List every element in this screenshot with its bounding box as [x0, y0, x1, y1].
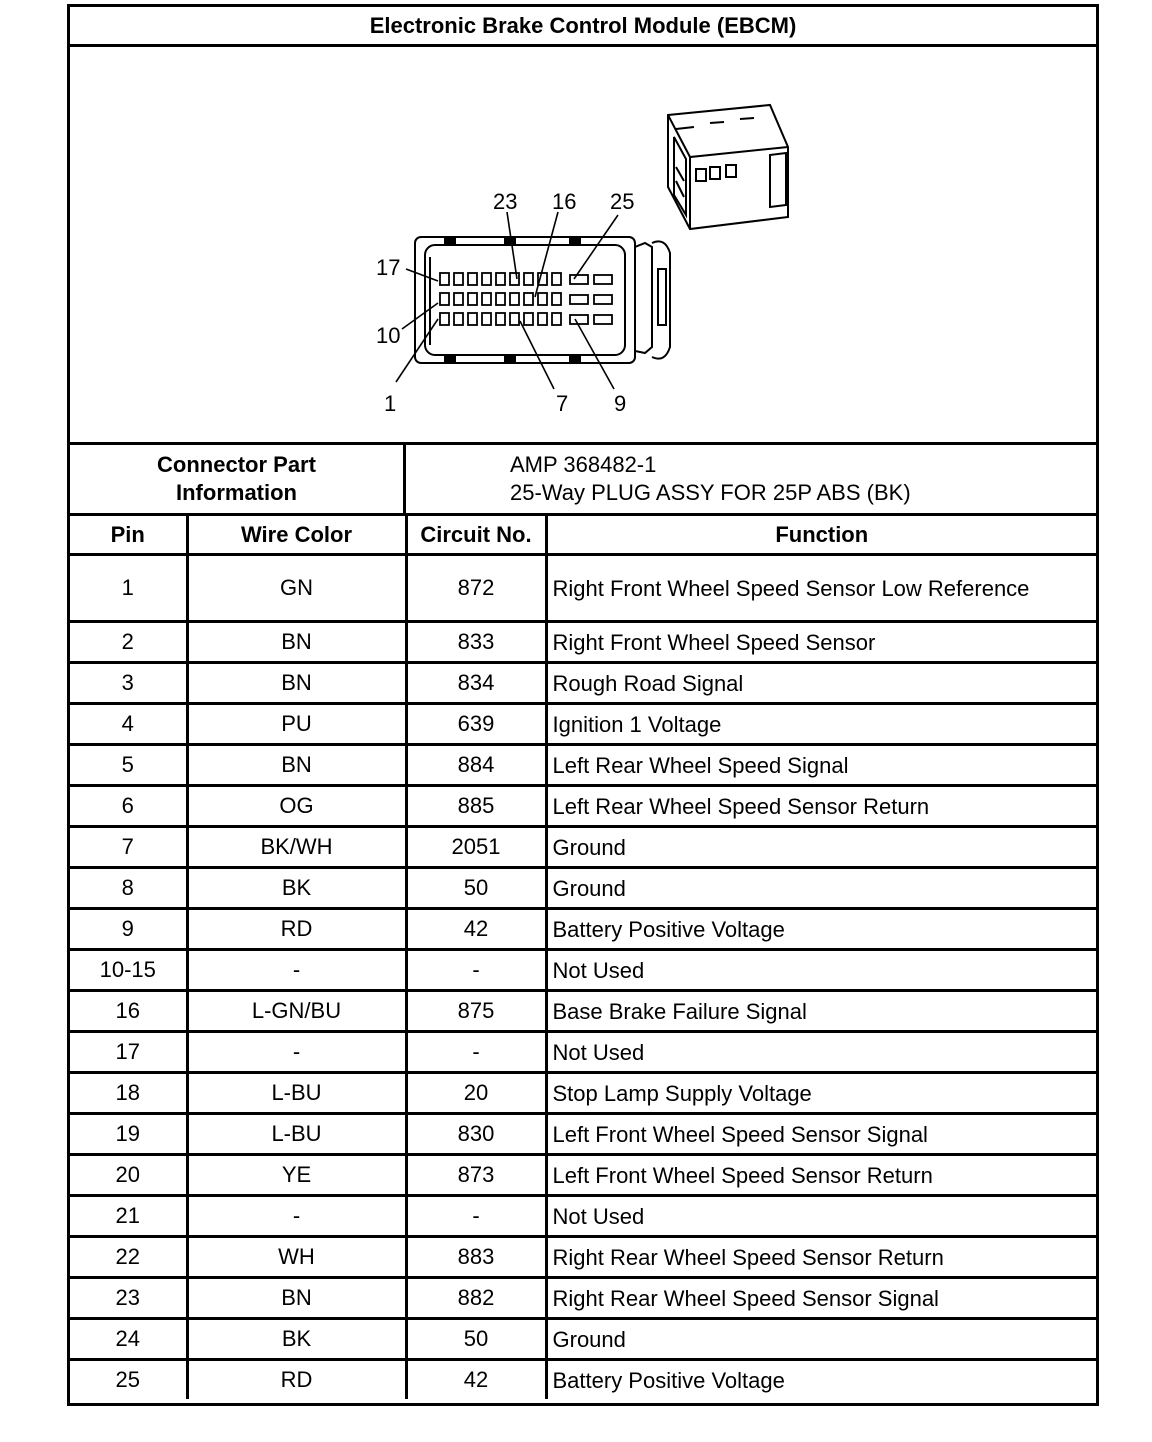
table-row — [70, 991, 1096, 1032]
table-row — [70, 1360, 1096, 1400]
page-title: Electronic Brake Control Module (EBCM) — [70, 7, 1096, 47]
circuit-cell: 875 — [406, 991, 546, 1032]
table-row — [70, 909, 1096, 950]
pin-cell: 7 — [70, 827, 187, 868]
circuit-cell: - — [406, 1032, 546, 1073]
pin-cavity — [482, 313, 491, 325]
wire-color-cell: L-GN/BU — [187, 991, 406, 1032]
circuit-cell: 639 — [406, 704, 546, 745]
pin-cell: 2 — [70, 622, 187, 663]
pin-cell: 16 — [70, 991, 187, 1032]
table-row — [70, 555, 1096, 622]
pin-cell: 4 — [70, 704, 187, 745]
table-row — [70, 1155, 1096, 1196]
circuit-cell: 2051 — [406, 827, 546, 868]
callout-16: 16 — [552, 189, 577, 214]
callout-1: 1 — [384, 391, 397, 416]
pinout-table — [70, 516, 1096, 1399]
table-row — [70, 745, 1096, 786]
pin-cavity — [468, 313, 477, 325]
pin-cell: 25 — [70, 1360, 187, 1400]
function-cell: Right Front Wheel Speed Sensor Low Reference — [546, 555, 1096, 622]
pin-cavity — [552, 273, 561, 285]
pin-cavity — [440, 273, 449, 285]
table-row — [70, 1319, 1096, 1360]
wire-color-cell: L-BU — [187, 1114, 406, 1155]
pin-cell: 24 — [70, 1319, 187, 1360]
wire-color-cell: WH — [187, 1237, 406, 1278]
table-row — [70, 868, 1096, 909]
pin-cavity-large — [570, 315, 588, 324]
circuit-cell: 830 — [406, 1114, 546, 1155]
pin-cavity — [482, 293, 491, 305]
wire-color-cell: OG — [187, 786, 406, 827]
pin-cavity — [524, 313, 533, 325]
pin-cavity — [496, 293, 505, 305]
table-row — [70, 704, 1096, 745]
function-cell: Battery Positive Voltage — [546, 1360, 1096, 1400]
header-circuit-no: Circuit No. — [406, 516, 546, 555]
pin-cavity — [510, 313, 519, 325]
header-function: Function — [546, 516, 1096, 555]
table-row — [70, 1278, 1096, 1319]
function-cell: Ignition 1 Voltage — [546, 704, 1096, 745]
connector-face-drawing — [70, 47, 1096, 442]
pin-cell: 21 — [70, 1196, 187, 1237]
wire-color-cell: BN — [187, 663, 406, 704]
callout-25: 25 — [610, 189, 635, 214]
pin-cavity — [454, 273, 463, 285]
wire-color-cell: BK — [187, 868, 406, 909]
function-cell: Right Rear Wheel Speed Sensor Return — [546, 1237, 1096, 1278]
pin-cavity — [440, 313, 449, 325]
callout-9: 9 — [614, 391, 627, 416]
pin-cell: 10-15 — [70, 950, 187, 991]
circuit-cell: 42 — [406, 1360, 546, 1400]
circuit-cell: 42 — [406, 909, 546, 950]
wire-color-cell: BN — [187, 745, 406, 786]
connector-part-value: AMP 368482-1 25-Way PLUG ASSY FOR 25P ABS (BK) — [510, 452, 911, 505]
pin-cavity — [538, 293, 547, 305]
table-row — [70, 950, 1096, 991]
wire-color-cell: BN — [187, 622, 406, 663]
pin-cell: 1 — [70, 555, 187, 622]
pin-cavity — [524, 293, 533, 305]
pin-cell: 18 — [70, 1073, 187, 1114]
function-cell: Left Front Wheel Speed Sensor Return — [546, 1155, 1096, 1196]
pin-cavity — [496, 313, 505, 325]
table-row — [70, 786, 1096, 827]
table-row — [70, 827, 1096, 868]
connector-part-info — [70, 445, 1096, 516]
function-cell: Not Used — [546, 1032, 1096, 1073]
function-cell: Ground — [546, 827, 1096, 868]
pin-cell: 9 — [70, 909, 187, 950]
table-row — [70, 1196, 1096, 1237]
pin-cavity — [496, 273, 505, 285]
wire-color-cell: - — [187, 950, 406, 991]
function-cell: Ground — [546, 868, 1096, 909]
pin-cavity-large — [570, 275, 588, 284]
function-cell: Left Rear Wheel Speed Sensor Return — [546, 786, 1096, 827]
circuit-cell: - — [406, 950, 546, 991]
table-row — [70, 622, 1096, 663]
pin-cell: 17 — [70, 1032, 187, 1073]
pin-cavity — [552, 313, 561, 325]
pin-cavity-large — [594, 295, 612, 304]
wire-color-cell: RD — [187, 1360, 406, 1400]
circuit-cell: - — [406, 1196, 546, 1237]
circuit-cell: 50 — [406, 868, 546, 909]
function-cell: Stop Lamp Supply Voltage — [546, 1073, 1096, 1114]
pin-cavity — [510, 273, 519, 285]
table-row — [70, 1073, 1096, 1114]
function-cell: Left Front Wheel Speed Sensor Signal — [546, 1114, 1096, 1155]
wire-color-cell: - — [187, 1196, 406, 1237]
pin-cavity — [440, 293, 449, 305]
header-wire-color: Wire Color — [187, 516, 406, 555]
connector-3d-view — [668, 105, 788, 229]
pin-cell: 8 — [70, 868, 187, 909]
table-header-row — [70, 516, 1096, 555]
pin-cell: 20 — [70, 1155, 187, 1196]
pin-cavity — [552, 293, 561, 305]
wire-color-cell: PU — [187, 704, 406, 745]
pin-cell: 6 — [70, 786, 187, 827]
pin-cavity — [510, 293, 519, 305]
pin-cell: 3 — [70, 663, 187, 704]
pin-cell: 22 — [70, 1237, 187, 1278]
connector-part-label: Connector Part Information — [70, 445, 406, 513]
wire-color-cell: BK/WH — [187, 827, 406, 868]
table-row — [70, 1237, 1096, 1278]
pin-cavity — [538, 313, 547, 325]
pin-cell: 23 — [70, 1278, 187, 1319]
wire-color-cell: RD — [187, 909, 406, 950]
pin-cavity — [524, 273, 533, 285]
function-cell: Base Brake Failure Signal — [546, 991, 1096, 1032]
wire-color-cell: BK — [187, 1319, 406, 1360]
circuit-cell: 20 — [406, 1073, 546, 1114]
header-pin: Pin — [70, 516, 187, 555]
callout-7: 7 — [556, 391, 569, 416]
table-row — [70, 663, 1096, 704]
function-cell: Not Used — [546, 1196, 1096, 1237]
wire-color-cell: GN — [187, 555, 406, 622]
wire-color-cell: BN — [187, 1278, 406, 1319]
pin-cell: 5 — [70, 745, 187, 786]
pin-cavity-large — [570, 295, 588, 304]
wire-color-cell: - — [187, 1032, 406, 1073]
function-cell: Left Rear Wheel Speed Signal — [546, 745, 1096, 786]
pin-cavity — [482, 273, 491, 285]
pin-cavities — [440, 273, 612, 325]
circuit-cell: 885 — [406, 786, 546, 827]
pin-cavity — [468, 293, 477, 305]
circuit-cell: 50 — [406, 1319, 546, 1360]
circuit-cell: 872 — [406, 555, 546, 622]
function-cell: Battery Positive Voltage — [546, 909, 1096, 950]
circuit-cell: 873 — [406, 1155, 546, 1196]
pin-cell: 19 — [70, 1114, 187, 1155]
pin-cavity — [454, 313, 463, 325]
connector-diagram — [70, 47, 1096, 445]
callout-10: 10 — [376, 323, 401, 348]
function-cell: Rough Road Signal — [546, 663, 1096, 704]
circuit-cell: 882 — [406, 1278, 546, 1319]
circuit-cell: 884 — [406, 745, 546, 786]
function-cell: Ground — [546, 1319, 1096, 1360]
pin-cavity — [454, 293, 463, 305]
pinout-sheet — [67, 4, 1099, 1406]
callout-17: 17 — [376, 255, 401, 280]
table-row — [70, 1114, 1096, 1155]
table-row — [70, 1032, 1096, 1073]
wire-color-cell: L-BU — [187, 1073, 406, 1114]
function-cell: Right Rear Wheel Speed Sensor Signal — [546, 1278, 1096, 1319]
pin-cavity-large — [594, 315, 612, 324]
pin-cavity-large — [594, 275, 612, 284]
function-cell: Right Front Wheel Speed Sensor — [546, 622, 1096, 663]
circuit-cell: 883 — [406, 1237, 546, 1278]
function-cell: Not Used — [546, 950, 1096, 991]
pin-cavity — [468, 273, 477, 285]
circuit-cell: 834 — [406, 663, 546, 704]
circuit-cell: 833 — [406, 622, 546, 663]
wire-color-cell: YE — [187, 1155, 406, 1196]
callout-23: 23 — [493, 189, 518, 214]
